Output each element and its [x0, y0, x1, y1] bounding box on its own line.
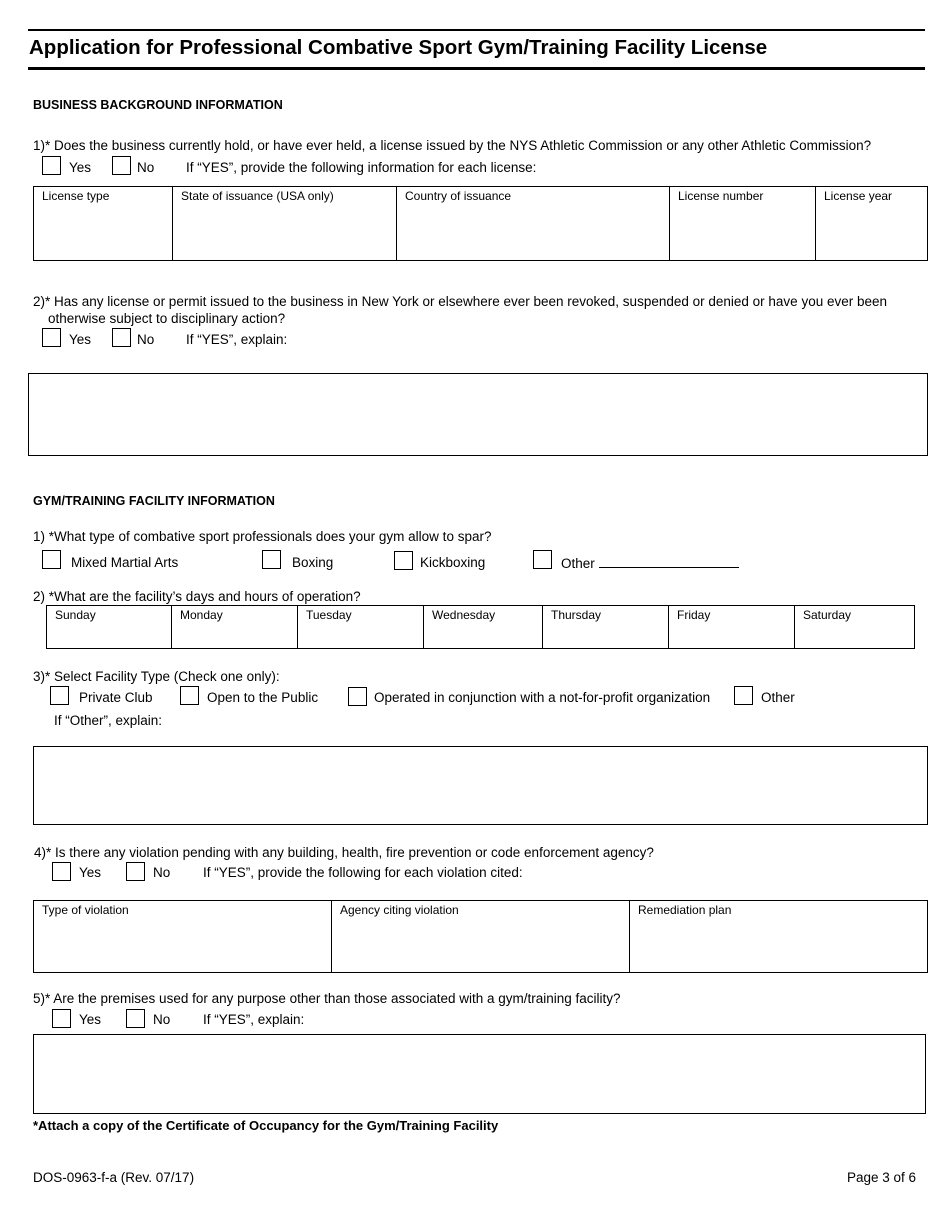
business-q1-text: 1)* Does the business currently hold, or have ever held, a license issued by the NYS Athletic Commission or any other Athletic Commission? — [33, 138, 872, 153]
nonprofit-label: Operated in conjunction with a not-for-profit organization — [374, 690, 711, 705]
hours-friday-cell[interactable] — [669, 606, 795, 649]
other-sport-checkbox[interactable] — [533, 550, 552, 569]
license-state-header: State of issuance (USA only) — [181, 189, 334, 203]
violation-type-cell[interactable] — [34, 901, 332, 973]
hours-saturday-cell[interactable] — [795, 606, 915, 649]
other-sport-option — [561, 555, 739, 571]
gym-q5-explain-box[interactable] — [33, 1034, 926, 1114]
gym-q3-note: If “Other”, explain: — [54, 713, 163, 728]
other-sport-blank-line[interactable] — [599, 555, 739, 568]
day-friday: Friday — [677, 608, 711, 622]
business-q1-yes-checkbox[interactable] — [42, 156, 61, 175]
gym-section-heading: GYM/TRAINING FACILITY INFORMATION — [33, 494, 275, 508]
business-q2-line1: 2)* Has any license or permit issued to the business in New York or elsewhere ever been revoked, suspended or denied or have you ever been — [33, 294, 888, 309]
day-sunday: Sunday — [55, 608, 96, 622]
gym-q5-text: 5)* Are the premises used for any purpose other than those associated with a gym/training facility? — [33, 991, 621, 1006]
page-number: Page 3 of 6 — [846, 1170, 916, 1185]
private-club-label: Private Club — [79, 690, 153, 705]
gym-q2-text: 2) *What are the facility’s days and hours of operation? — [33, 589, 361, 604]
license-type-cell[interactable] — [34, 187, 173, 261]
license-number-cell[interactable] — [670, 187, 816, 261]
violation-remediation-cell[interactable] — [630, 901, 928, 973]
business-q2-note: If “YES”, explain: — [186, 332, 288, 347]
day-tuesday: Tuesday — [306, 608, 352, 622]
license-country-cell[interactable] — [397, 187, 670, 261]
other-facility-label: Other — [761, 690, 795, 705]
business-q2-no-checkbox[interactable] — [112, 328, 131, 347]
business-q1-note: If “YES”, provide the following information for each license: — [186, 160, 537, 175]
kickboxing-label: Kickboxing — [420, 555, 486, 570]
boxing-label: Boxing — [292, 555, 334, 570]
gym-q5-yes-checkbox[interactable] — [52, 1009, 71, 1028]
open-public-checkbox[interactable] — [180, 686, 199, 705]
business-q2-yes-checkbox[interactable] — [42, 328, 61, 347]
gym-q4-note: If “YES”, provide the following for each violation cited: — [203, 865, 523, 880]
hours-table — [46, 605, 915, 649]
day-saturday: Saturday — [803, 608, 852, 622]
violation-table — [33, 900, 928, 973]
other-sport-label: Other — [561, 556, 595, 571]
gym-q1-text: 1) *What type of combative sport professionals does your gym allow to spar? — [33, 529, 492, 544]
gym-q3-text: 3)* Select Facility Type (Check one only): — [33, 669, 280, 684]
license-number-header: License number — [678, 189, 764, 203]
business-q1-yes-label: Yes — [69, 160, 92, 175]
day-thursday: Thursday — [551, 608, 602, 622]
gym-q4-no-label: No — [153, 865, 171, 880]
gym-q4-yes-checkbox[interactable] — [52, 862, 71, 881]
form-id: DOS-0963-f-a (Rev. 07/17) — [33, 1170, 195, 1185]
mma-label: Mixed Martial Arts — [71, 555, 179, 570]
business-q2-line2: otherwise subject to disciplinary action? — [48, 311, 286, 326]
license-year-header: License year — [824, 189, 893, 203]
title-rule-top — [28, 29, 925, 31]
hours-wednesday-cell[interactable] — [424, 606, 543, 649]
violation-remediation-header: Remediation plan — [638, 903, 732, 917]
boxing-checkbox[interactable] — [262, 550, 281, 569]
day-monday: Monday — [180, 608, 223, 622]
business-section-heading: BUSINESS BACKGROUND INFORMATION — [33, 98, 283, 112]
business-q2-explain-box[interactable] — [28, 373, 928, 456]
gym-q5-no-checkbox[interactable] — [126, 1009, 145, 1028]
gym-q4-yes-label: Yes — [79, 865, 102, 880]
license-country-header: Country of issuance — [405, 189, 512, 203]
kickboxing-checkbox[interactable] — [394, 551, 413, 570]
business-q1-no-label: No — [137, 160, 155, 175]
day-wednesday: Wednesday — [432, 608, 496, 622]
gym-q4-text: 4)* Is there any violation pending with any building, health, fire prevention or code enforcement agency? — [34, 845, 654, 860]
page-title: Application for Professional Combative Sport Gym/Training Facility License — [29, 36, 768, 59]
mma-checkbox[interactable] — [42, 550, 61, 569]
gym-q5-no-label: No — [153, 1012, 171, 1027]
gym-q5-yes-label: Yes — [79, 1012, 102, 1027]
business-q2-no-label: No — [137, 332, 155, 347]
private-club-checkbox[interactable] — [50, 686, 69, 705]
violation-type-header: Type of violation — [42, 903, 129, 917]
hours-sunday-cell[interactable] — [47, 606, 172, 649]
nonprofit-checkbox[interactable] — [348, 687, 367, 706]
other-facility-checkbox[interactable] — [734, 686, 753, 705]
gym-q5-note: If “YES”, explain: — [203, 1012, 305, 1027]
license-table — [33, 186, 928, 261]
gym-q4-no-checkbox[interactable] — [126, 862, 145, 881]
business-q2-yes-label: Yes — [69, 332, 92, 347]
violation-agency-header: Agency citing violation — [340, 903, 459, 917]
hours-thursday-cell[interactable] — [543, 606, 669, 649]
open-public-label: Open to the Public — [207, 690, 319, 705]
hours-tuesday-cell[interactable] — [298, 606, 424, 649]
business-q1-no-checkbox[interactable] — [112, 156, 131, 175]
license-year-cell[interactable] — [816, 187, 928, 261]
title-rule-bottom — [28, 67, 925, 70]
attach-note: *Attach a copy of the Certificate of Occupancy for the Gym/Training Facility — [33, 1118, 499, 1133]
hours-monday-cell[interactable] — [172, 606, 298, 649]
gym-q3-explain-box[interactable] — [33, 746, 928, 825]
violation-agency-cell[interactable] — [332, 901, 630, 973]
license-type-header: License type — [42, 189, 110, 203]
license-state-cell[interactable] — [173, 187, 397, 261]
